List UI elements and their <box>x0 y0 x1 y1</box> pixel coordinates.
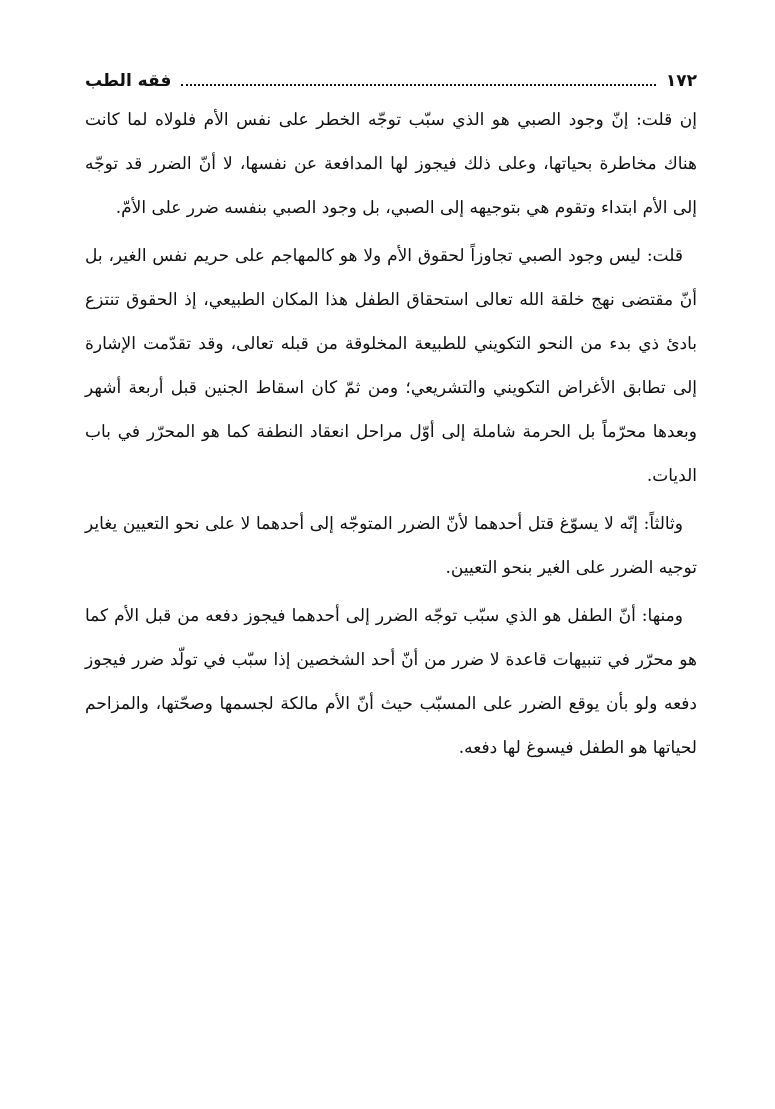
book-title: فقه الطب <box>85 71 172 91</box>
running-head <box>85 62 697 96</box>
page-number: ١٧٢ <box>665 71 697 91</box>
body-text <box>85 98 697 770</box>
leader-dots <box>181 62 655 86</box>
paragraph-4: ومنها: أنّ الطفل هو الذي سبّب توجّه الضرر إلى أحدهما فيجوز دفعه من قبل الأم كما هو محرّر في تنبيهات قاعدة لا ضرر من أنّ أحد الشخصين إذا سبّب في تولّد ضرر فيجوز دفعه ولو بأن يوقع الضرر على المسبّب حيث أنّ الأم مالكة لجسمها وصحّتها، والمزاحم لحياتها هو الطفل فيسوغ لها دفعه. <box>85 606 697 758</box>
paragraph-1: إن قلت: إنّ وجود الصبي هو الذي سبّب توجّه الخطر على نفس الأم فلولاه لما كانت هناك مخاطرة بحياتها، وعلى ذلك فيجوز لها المدافعة عن نفسها، لا أنّ الضرر قد توجّه إلى الأم ابتداء وتقوم هي بتوجيهه إلى الصبي، بل وجود الصبي بنفسه ضرر على الأمّ. <box>85 110 697 218</box>
book-page <box>85 62 697 774</box>
paragraph-3: وثالثاً: إنّه لا يسوّغ قتل أحدهما لأنّ الضرر المتوجّه إلى أحدهما لا على نحو التعيين يغاير توجيه الضرر على الغير بنحو التعيين. <box>85 514 697 578</box>
paragraph-2: قلت: ليس وجود الصبي تجاوزاً لحقوق الأم ولا هو كالمهاجم على حريم نفس الغير، بل أنّ مقتضى نهج خلقة الله تعالى استحقاق الطفل هذا المكان الطبيعي، إذ الحقوق تنتزع بادئ ذي بدء من النحو التكويني للطبيعة المخلوقة من قبله تعالى، وقد تقدّمت الإشارة إلى تطابق الأغراض التكويني والتشريعي؛ ومن ثمّ كان اسقاط الجنين قبل أربعة أشهر وبعدها محرّماً بل الحرمة شاملة إلى أوّل مراحل انعقاد النطفة كما هو المحرّر في باب الديات. <box>85 246 697 486</box>
